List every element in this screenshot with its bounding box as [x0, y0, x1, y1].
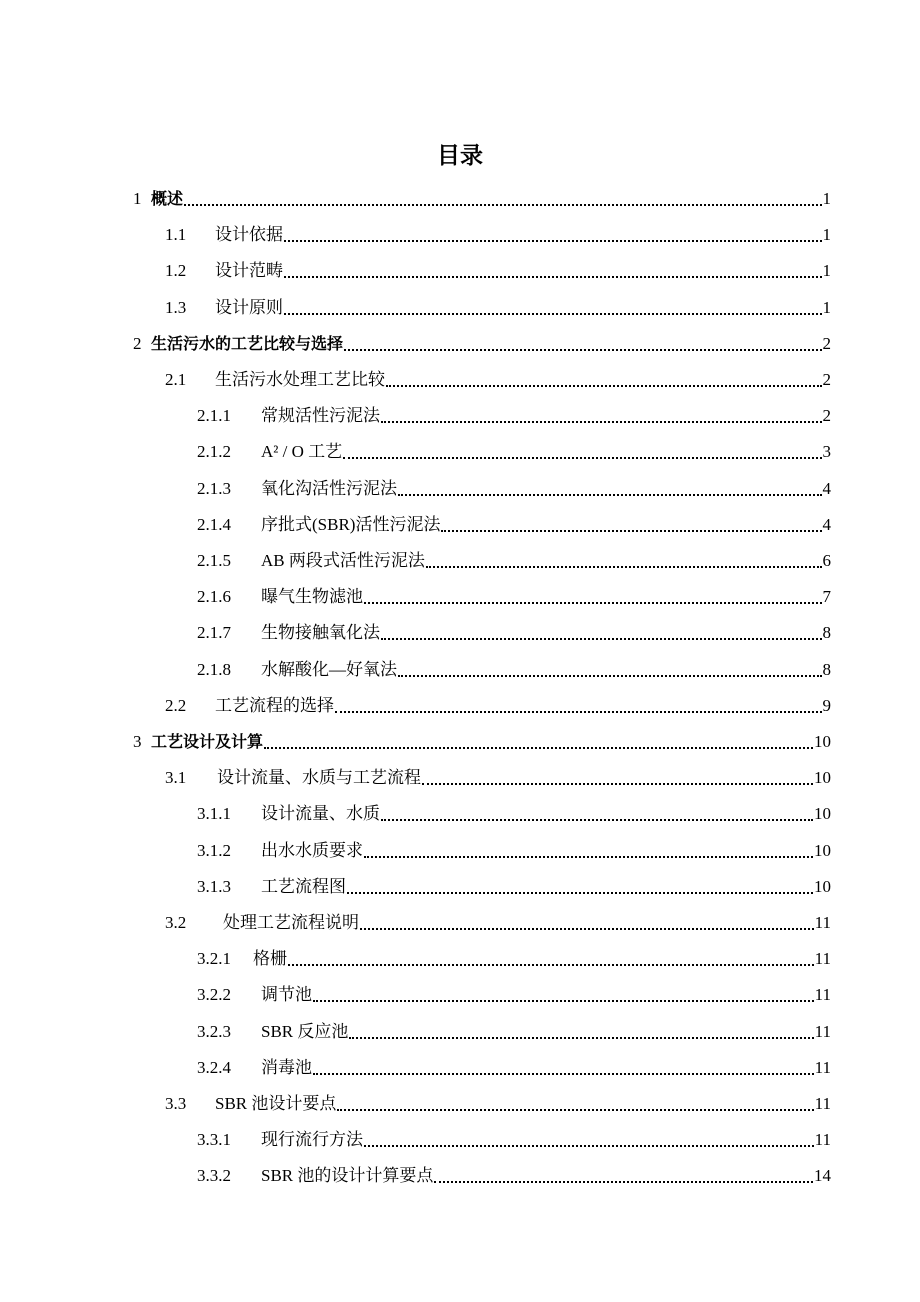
toc-entry-page-number: 10 [814, 876, 831, 896]
toc-entry[interactable] [165, 291, 831, 319]
toc-entry-title: 概述 [151, 189, 184, 208]
dot-leader [264, 735, 813, 749]
dot-leader [313, 1061, 814, 1075]
toc-entry-page-number: 10 [814, 768, 831, 788]
toc-entry-number: 3.3.1 [197, 1130, 231, 1150]
toc-entry-page-number: 11 [814, 1021, 831, 1041]
toc-entry-page-number: 2 [822, 406, 831, 426]
toc-entry[interactable] [133, 327, 831, 355]
toc-entry-title: 水解酸化—好氧法 [261, 659, 397, 679]
toc-entry-title: 常规活性污泥法 [261, 406, 380, 426]
toc-entry[interactable] [197, 978, 831, 1006]
toc-entry-number: 2.1.2 [197, 442, 231, 462]
toc-entry-number: 2.1.7 [197, 623, 231, 643]
toc-entry-page-number: 1 [822, 225, 831, 245]
toc-entry-number: 3.2.2 [197, 985, 231, 1005]
page-title: 目录 [437, 143, 483, 169]
toc-entry-title: 生物接触氧化法 [261, 623, 380, 643]
toc-entry-title: 格栅 [253, 949, 287, 969]
dot-leader [381, 626, 822, 640]
toc-entry-page-number: 8 [822, 659, 831, 679]
toc-entry-page-number: 8 [822, 623, 831, 643]
toc-entry-page-number: 2 [822, 333, 831, 353]
toc-entry[interactable] [165, 761, 831, 789]
toc-entry-title: 出水水质要求 [261, 840, 363, 860]
toc-entry[interactable] [165, 363, 831, 391]
toc-entry-title: 调节池 [261, 985, 312, 1005]
toc-entry[interactable] [133, 725, 831, 753]
toc-entry[interactable] [133, 182, 831, 210]
toc-entry-number: 3.3.2 [197, 1166, 231, 1186]
toc-entry[interactable] [197, 797, 831, 825]
dot-leader [364, 1133, 814, 1147]
toc-entry-number: 2.2 [165, 695, 187, 715]
toc-entry-title: 消毒池 [261, 1057, 312, 1077]
toc-entry[interactable] [197, 1051, 831, 1079]
toc-entry[interactable] [165, 1087, 831, 1115]
toc-entry-page-number: 9 [822, 695, 831, 715]
toc-entry[interactable] [197, 653, 831, 681]
toc-entry-page-number: 1 [822, 297, 831, 317]
toc-entry-number: 2.1.4 [197, 514, 231, 534]
toc-entry-title: 设计范畴 [215, 261, 283, 281]
dot-leader [337, 1097, 813, 1111]
toc-entry[interactable] [165, 254, 831, 282]
toc-entry-title: SBR 池的设计计算要点 [261, 1166, 434, 1186]
toc-entry[interactable] [165, 689, 831, 717]
toc-entry[interactable] [197, 435, 831, 463]
toc-entry-page-number: 11 [814, 1057, 831, 1077]
dot-leader [344, 337, 821, 351]
dot-leader [335, 699, 822, 713]
toc-entry-title: 设计依据 [215, 225, 283, 245]
toc-entry-page-number: 2 [822, 370, 831, 389]
toc-entry-page-number: 10 [814, 732, 831, 751]
toc-entry-number: 2 [133, 333, 142, 353]
toc-entry-number: 2.1.5 [197, 551, 231, 570]
toc-entry-page-number: 4 [822, 478, 831, 498]
toc-entry-number: 1 [133, 189, 142, 208]
toc-entry[interactable] [165, 218, 831, 246]
dot-leader [381, 409, 822, 423]
dot-leader [284, 264, 822, 278]
toc-entry-number: 1.3 [165, 297, 187, 317]
toc-entry[interactable] [197, 544, 831, 572]
toc-entry-number: 3.1 [165, 768, 187, 788]
toc-entry-title: 生活污水处理工艺比较 [215, 370, 385, 389]
toc-entry-title: AB 两段式活性污泥法 [261, 551, 425, 570]
toc-entry-page-number: 11 [814, 913, 831, 932]
dot-leader [386, 373, 822, 387]
toc-entry[interactable] [197, 1159, 831, 1187]
toc-entry-title: 工艺流程的选择 [215, 695, 334, 715]
toc-entry-title: 现行流行方法 [261, 1130, 363, 1150]
toc-entry[interactable] [197, 1015, 831, 1043]
toc-entry-number: 3.2.3 [197, 1021, 231, 1041]
toc-entry[interactable] [197, 834, 831, 862]
toc-entry-number: 3.1.1 [197, 804, 231, 824]
dot-leader [288, 952, 814, 966]
toc-entry-page-number: 1 [822, 189, 831, 208]
toc-entry-page-number: 7 [822, 587, 831, 607]
toc-entry-number: 1.2 [165, 261, 187, 281]
toc-entry-page-number: 1 [822, 261, 831, 281]
toc-entry-title: 设计流量、水质与工艺流程 [217, 768, 421, 788]
toc-entry-title: 曝气生物滤池 [261, 587, 363, 607]
dot-leader [381, 807, 813, 821]
toc-entry[interactable] [197, 870, 831, 898]
toc-entry-number: 2.1.3 [197, 478, 231, 498]
dot-leader [184, 192, 821, 206]
dot-leader [398, 663, 822, 677]
dot-leader [284, 301, 822, 315]
toc-entry[interactable] [197, 1123, 831, 1151]
toc-entry-title: 序批式(SBR)活性污泥法 [261, 514, 441, 534]
dot-leader [426, 554, 822, 568]
toc-entry-title: 氧化沟活性污泥法 [261, 478, 397, 498]
dot-leader [343, 445, 821, 459]
toc-entry-title: SBR 池设计要点 [215, 1094, 337, 1113]
toc-entry-number: 2.1 [165, 370, 187, 389]
dot-leader [398, 482, 822, 496]
dot-leader [347, 880, 813, 894]
toc-entry-number: 3.1.2 [197, 840, 231, 860]
toc-entry-page-number: 11 [814, 949, 831, 969]
dot-leader [364, 590, 822, 604]
toc-entry-title: A² / O 工艺 [261, 442, 343, 462]
toc-entry-page-number: 11 [814, 1130, 831, 1150]
dot-leader [422, 771, 813, 785]
toc-entry-number: 3.2.1 [197, 949, 231, 969]
dot-leader [364, 844, 813, 858]
toc-entry[interactable] [197, 399, 831, 427]
toc-entry[interactable] [197, 616, 831, 644]
toc-entry-number: 3.1.3 [197, 876, 231, 896]
toc-entry-number: 3.2.4 [197, 1057, 231, 1077]
toc-entry-page-number: 4 [822, 514, 831, 534]
toc-entry-page-number: 11 [814, 985, 831, 1005]
toc-entry-number: 3.3 [165, 1094, 187, 1113]
toc-entry[interactable] [197, 942, 831, 970]
toc-entry-page-number: 3 [822, 442, 831, 462]
toc-entry-title: 设计原则 [215, 297, 283, 317]
toc-entry-page-number: 11 [814, 1094, 831, 1113]
dot-leader [360, 916, 814, 930]
toc-entry-title: 工艺设计及计算 [151, 732, 264, 751]
toc-entry[interactable] [197, 508, 831, 536]
toc-entry-number: 2.1.8 [197, 659, 231, 679]
toc-entry-number: 3 [133, 732, 142, 751]
dot-leader [284, 228, 822, 242]
toc-entry-number: 3.2 [165, 913, 187, 932]
dot-leader [313, 988, 814, 1002]
toc-entry[interactable] [197, 580, 831, 608]
dot-leader [349, 1025, 813, 1039]
toc-entry-title: 工艺流程图 [261, 876, 346, 896]
toc-entry-page-number: 14 [814, 1166, 831, 1186]
toc-entry-number: 2.1.6 [197, 587, 231, 607]
toc-entry-number: 2.1.1 [197, 406, 231, 426]
toc-entry[interactable] [197, 472, 831, 500]
toc-entry-page-number: 6 [822, 551, 831, 570]
toc-entry-page-number: 10 [814, 840, 831, 860]
dot-leader [441, 518, 821, 532]
toc-entry-title: SBR 反应池 [261, 1021, 349, 1041]
toc-entry-title: 处理工艺流程说明 [223, 913, 359, 932]
dot-leader [434, 1169, 813, 1183]
toc-entry-number: 1.1 [165, 225, 187, 245]
toc-entry-page-number: 10 [814, 804, 831, 824]
toc-entry-title: 设计流量、水质 [261, 804, 380, 824]
toc-entry-title: 生活污水的工艺比较与选择 [151, 333, 344, 353]
toc-entry[interactable] [165, 906, 831, 934]
